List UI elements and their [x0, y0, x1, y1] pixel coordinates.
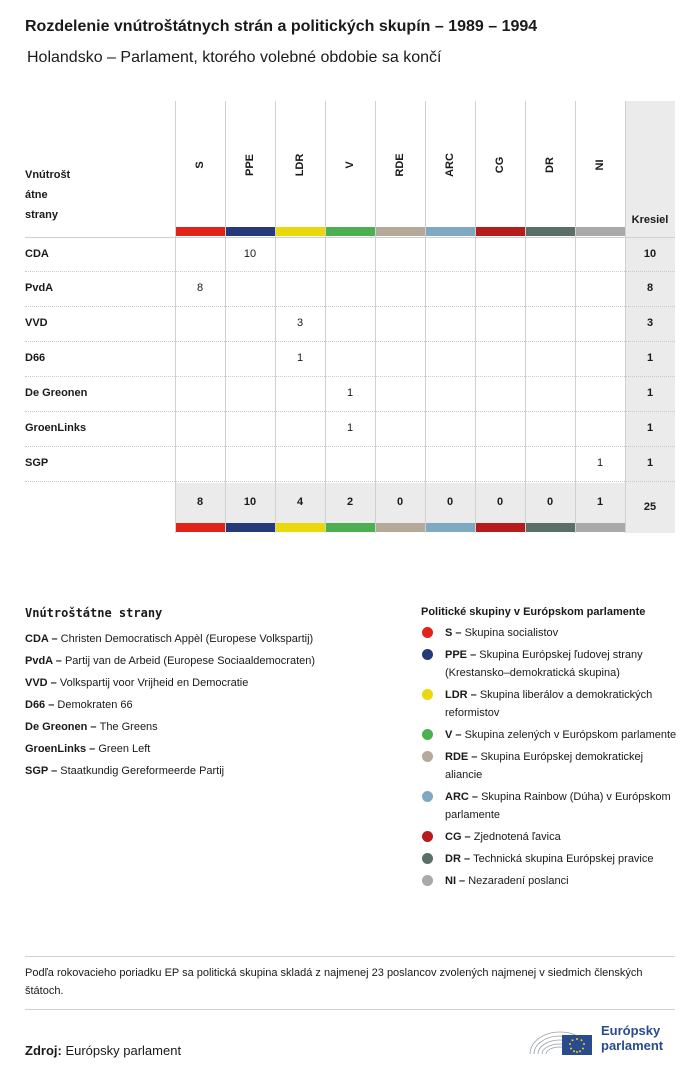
- column-total: 0: [446, 496, 454, 508]
- row-total: 1: [646, 422, 654, 434]
- seat-cell: 3: [296, 317, 304, 329]
- column-total: 10: [243, 496, 257, 508]
- party-legend-item: GroenLinks – Green Left: [25, 743, 151, 755]
- top-swatch-v: [326, 227, 375, 236]
- group-color-dot: [422, 853, 433, 864]
- table-row: [25, 307, 675, 342]
- group-legend-item: RDE – Skupina Európskej demokratickej aliancie: [421, 748, 681, 784]
- row-total: 8: [646, 282, 654, 294]
- party-name: SGP: [25, 457, 49, 469]
- page-title: Rozdelenie vnútroštátnych strán a politických skupín – 1989 – 1994: [25, 18, 538, 35]
- table-row: [25, 342, 675, 377]
- bottom-swatch-ldr: [276, 523, 325, 532]
- grand-total: 25: [643, 501, 657, 513]
- group-color-dot: [422, 831, 433, 842]
- group-legend-item: CG – Zjednotená ľavica: [421, 828, 681, 846]
- row-total: 1: [646, 387, 654, 399]
- bottom-swatch-dr: [526, 523, 575, 532]
- group-legend-item: DR – Technická skupina Európskej pravice: [421, 850, 681, 868]
- row-total: 1: [646, 352, 654, 364]
- seat-cell: 10: [243, 248, 257, 260]
- column-total: 8: [196, 496, 204, 508]
- column-total: 2: [346, 496, 354, 508]
- source-value: Európsky parlament: [61, 1043, 182, 1058]
- row-header-label: Vnútrošt átne strany: [25, 169, 71, 221]
- party-legend: [25, 606, 405, 782]
- row-total: 1: [646, 457, 654, 469]
- party-legend-item: PvdA – Partij van de Arbeid (Europese Sociaaldemocraten): [25, 655, 316, 667]
- source: [25, 1043, 181, 1058]
- seat-cell: 8: [196, 282, 204, 294]
- bottom-swatch-s: [176, 523, 225, 532]
- column-total: 1: [596, 496, 604, 508]
- group-legend-item: PPE – Skupina Európskej ľudovej strany (Krestansko–demokratická skupina): [421, 646, 681, 682]
- top-swatch-ppe: [226, 227, 275, 236]
- seat-cell: 1: [296, 352, 304, 364]
- bottom-swatch-cg: [476, 523, 525, 532]
- table-row: [25, 272, 675, 307]
- group-color-dot: [422, 751, 433, 762]
- page-subtitle: Holandsko – Parlament, ktorého volebné obdobie sa končí: [27, 49, 442, 66]
- logo-text: Európsky parlament: [601, 1023, 664, 1053]
- group-color-dot: [422, 627, 433, 638]
- note-divider-bottom: [25, 1009, 675, 1010]
- top-swatch-ldr: [276, 227, 325, 236]
- total-column-header: Kresiel: [631, 214, 669, 226]
- party-name: PvdA: [25, 282, 54, 294]
- party-name: D66: [25, 352, 46, 364]
- top-swatch-cg: [476, 227, 525, 236]
- row-total: 3: [646, 317, 654, 329]
- column-total: 0: [396, 496, 404, 508]
- table-row: [25, 237, 675, 272]
- top-swatch-arc: [426, 227, 475, 236]
- group-legend-item: ARC – Skupina Rainbow (Dúha) v Európskom parlamente: [421, 788, 681, 824]
- seat-cell: 1: [346, 422, 354, 434]
- party-legend-item: D66 – Demokraten 66: [25, 699, 133, 711]
- party-legend-item: CDA – Christen Democratisch Appèl (Europese Volkspartij): [25, 633, 314, 645]
- group-legend-item: NI – Nezaradení poslanci: [421, 872, 681, 890]
- party-legend-item: SGP – Staatkundig Gereformeerde Partij: [25, 765, 225, 777]
- column-total: 4: [296, 496, 304, 508]
- group-legend-item: LDR – Skupina liberálov a demokratických reformistov: [421, 686, 681, 722]
- column-total: 0: [496, 496, 504, 508]
- party-legend-item: De Greonen – The Greens: [25, 721, 158, 733]
- bottom-swatch-v: [326, 523, 375, 532]
- seats-table: Vnútrošt átne strany Kresiel S PPE LDR V RDE ARC CG DR NI CDA 10 10 PvdA 8 8 VVD 3 3 D66 1 1 De Greonen 1 1 GroenLinks 1 1 SGP 1 1 8 10 4 2 0 0 0 0 1 25: [25, 101, 675, 533]
- bottom-swatch-rde: [376, 523, 425, 532]
- footnote: Podľa rokovacieho poriadku EP sa politická skupina skladá z najmenej 23 poslancov zvolených najmenej v siedmich členských štátoch.: [25, 967, 643, 997]
- source-label: Zdroj:: [25, 1043, 62, 1058]
- group-color-dot: [422, 649, 433, 660]
- top-swatch-ni: [576, 227, 625, 236]
- bottom-swatch-ni: [576, 523, 625, 532]
- party-name: VVD: [25, 317, 48, 329]
- group-legend-heading: Politické skupiny v Európskom parlamente: [421, 606, 646, 618]
- bottom-swatch-arc: [426, 523, 475, 532]
- bottom-swatch-ppe: [226, 523, 275, 532]
- party-legend-item: VVD – Volkspartij voor Vrijheid en Democratie: [25, 677, 249, 689]
- group-color-dot: [422, 729, 433, 740]
- seat-cell: 1: [346, 387, 354, 399]
- table-row: [25, 412, 675, 447]
- party-name: De Greonen: [25, 387, 88, 399]
- group-legend-item: V – Skupina zelených v Európskom parlamente: [421, 726, 681, 744]
- group-color-dot: [422, 791, 433, 802]
- top-swatch-dr: [526, 227, 575, 236]
- party-name: GroenLinks: [25, 422, 87, 434]
- table-row: [25, 447, 675, 482]
- note-divider-top: [25, 956, 675, 957]
- table-row: [25, 377, 675, 412]
- row-total: 10: [643, 248, 657, 260]
- group-legend: [421, 606, 681, 894]
- top-swatch-rde: [376, 227, 425, 236]
- group-color-dot: [422, 689, 433, 700]
- group-legend-item: S – Skupina socialistov: [421, 624, 681, 642]
- seat-cell: 1: [596, 457, 604, 469]
- column-total: 0: [546, 496, 554, 508]
- top-swatch-s: [176, 227, 225, 236]
- party-name: CDA: [25, 248, 49, 260]
- group-color-dot: [422, 875, 433, 886]
- party-legend-heading: Vnútroštátne strany: [25, 606, 163, 620]
